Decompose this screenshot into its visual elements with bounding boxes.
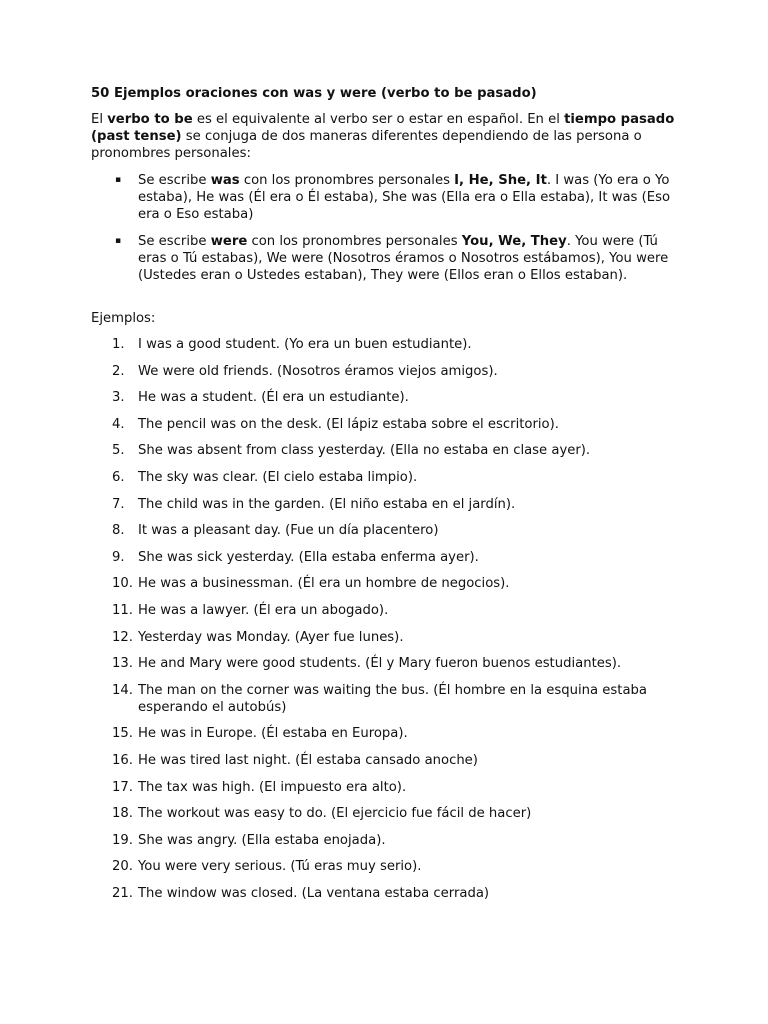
- example-number: 9.: [112, 549, 125, 565]
- example-text: She was angry. (Ella estaba enojada).: [138, 832, 386, 848]
- example-item: [91, 655, 681, 672]
- example-number: 2.: [112, 363, 125, 379]
- rule-text-1: Se escribe: [138, 173, 211, 188]
- rule-bold-verb: was: [210, 173, 240, 188]
- intro-text-1: El: [91, 112, 108, 127]
- example-text: We were old friends. (Nosotros éramos viejos amigos).: [138, 363, 498, 379]
- example-item: [91, 575, 681, 592]
- intro-text-2: es el equivalente al verbo ser o estar en español. En el: [192, 112, 565, 127]
- rule-bold-verb: were: [210, 234, 248, 249]
- examples-heading: Ejemplos:: [91, 311, 156, 326]
- example-item: [91, 416, 681, 433]
- example-item: [91, 779, 681, 796]
- example-item: [91, 389, 681, 406]
- rule-bold-pronouns: You, We, They: [461, 234, 567, 249]
- intro-paragraph: [91, 111, 681, 162]
- rule-were: [91, 233, 681, 284]
- example-number: 3.: [112, 390, 125, 406]
- example-number: 8.: [112, 523, 125, 539]
- rule-text-2: con los pronombres personales: [247, 234, 462, 249]
- rule-was: [91, 172, 681, 223]
- rule-text-3: . You were (Tú eras o Tú estabas), We were (Nosotros éramos o Nosotros estábamos), You were (Ustedes eran o Ustedes estaban), They were (Ellos eran o Ellos estaban).: [138, 234, 669, 283]
- square-bullet-icon: ▪: [115, 236, 122, 246]
- example-number: 21.: [112, 885, 133, 901]
- example-text: The window was closed. (La ventana estaba cerrada): [138, 885, 490, 901]
- rule-text-1: Se escribe: [138, 234, 211, 249]
- example-number: 1.: [112, 337, 125, 352]
- example-text: He and Mary were good students. (Él y Mary fueron buenos estudiantes).: [138, 656, 622, 672]
- example-number: 13.: [112, 656, 133, 672]
- example-text: The child was in the garden. (El niño estaba en el jardín).: [138, 496, 516, 512]
- example-text: He was in Europe. (Él estaba en Europa).: [138, 726, 408, 742]
- example-text: The sky was clear. (El cielo estaba limpio).: [138, 469, 418, 485]
- example-text: The workout was easy to do. (El ejercicio fue fácil de hacer): [138, 806, 532, 822]
- example-number: 4.: [112, 416, 125, 432]
- intro-text-3: se conjuga de dos maneras diferentes dependiendo de las persona o pronombres personales:: [91, 129, 642, 161]
- example-text: He was tired last night. (Él estaba cansado anoche): [138, 752, 478, 768]
- example-item: [91, 522, 681, 539]
- rule-text-3: . I was (Yo era o Yo estaba), He was (Él era o Él estaba), She was (Ella era o Ella estaba), It was (Eso era o Eso estaba): [138, 173, 671, 222]
- example-text: He was a lawyer. (Él era un abogado).: [138, 602, 389, 618]
- example-text: She was absent from class yesterday. (Ella no estaba en clase ayer).: [138, 443, 591, 459]
- example-number: 10.: [112, 576, 133, 592]
- page-title: 50 Ejemplos oraciones con was y were (verbo to be pasado): [91, 86, 537, 101]
- example-item: [91, 469, 681, 486]
- example-number: 19.: [112, 832, 133, 848]
- example-text: The pencil was on the desk. (El lápiz estaba sobre el escritorio).: [138, 416, 559, 432]
- example-text: I was a good student. (Yo era un buen estudiante).: [138, 337, 472, 352]
- example-item: [91, 549, 681, 566]
- example-item: [91, 442, 681, 459]
- example-item: [91, 336, 681, 353]
- example-number: 16.: [112, 752, 133, 768]
- example-item: [91, 682, 681, 716]
- example-text: He was a student. (Él era un estudiante).: [138, 390, 409, 406]
- example-text: The tax was high. (El impuesto era alto).: [138, 779, 407, 795]
- example-item: [91, 832, 681, 849]
- example-text: He was a businessman. (Él era un hombre de negocios).: [138, 576, 510, 592]
- example-item: [91, 496, 681, 513]
- example-text: You were very serious. (Tú eras muy serio).: [138, 859, 422, 875]
- example-number: 5.: [112, 443, 125, 459]
- rules-list: [91, 172, 681, 294]
- example-number: 14.: [112, 682, 133, 698]
- example-number: 12.: [112, 629, 133, 645]
- square-bullet-icon: ▪: [115, 175, 122, 185]
- example-number: 11.: [112, 602, 133, 618]
- rule-text-2: con los pronombres personales: [239, 173, 455, 188]
- example-number: 20.: [112, 859, 133, 875]
- example-text: She was sick yesterday. (Ella estaba enferma ayer).: [138, 549, 479, 565]
- example-item: [91, 752, 681, 769]
- example-item: [91, 602, 681, 619]
- examples-list: [91, 336, 681, 911]
- example-number: 15.: [112, 726, 133, 742]
- intro-bold-tense: tiempo pasado (past tense): [91, 112, 675, 144]
- example-number: 6.: [112, 469, 125, 485]
- example-item: [91, 363, 681, 380]
- example-item: [91, 725, 681, 742]
- example-item: [91, 885, 681, 902]
- example-item: [91, 805, 681, 822]
- example-item: [91, 858, 681, 875]
- example-text: Yesterday was Monday. (Ayer fue lunes).: [138, 629, 404, 645]
- example-number: 18.: [112, 806, 133, 822]
- example-text: It was a pleasant day. (Fue un día placentero): [138, 523, 439, 539]
- rule-bold-pronouns: I, He, She, It: [454, 173, 547, 188]
- example-item: [91, 629, 681, 646]
- example-number: 7.: [112, 496, 125, 512]
- example-text: The man on the corner was waiting the bus. (Él hombre en la esquina estaba esperando el autobús): [138, 682, 647, 715]
- example-number: 17.: [112, 779, 133, 795]
- intro-bold-verb: verbo to be: [107, 112, 193, 127]
